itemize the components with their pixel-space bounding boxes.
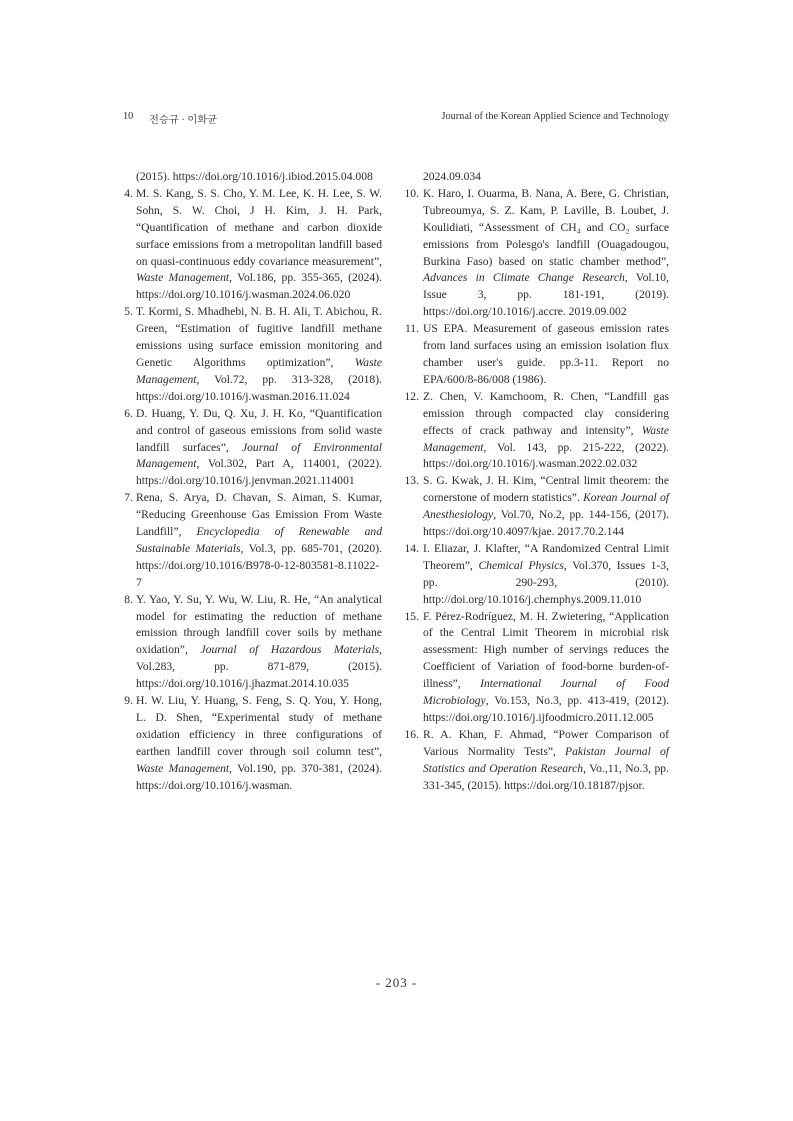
reference-details: , Vo.153, No.3, pp. 413-419, (2012). https://doi.org/10.1016/j.ijfoodmicro.2011.12.005: [423, 694, 669, 724]
reference-entry: [124, 490, 382, 591]
reference-source-title: Advances in Climate Change Research: [423, 271, 625, 285]
reference-text: I. Eliazar, J. Klafter, “A Randomized Central Limit Theorem”,: [423, 541, 669, 572]
reference-source-title: Journal of Hazardous Materials: [200, 643, 380, 657]
page-footer-number: - 203 -: [375, 975, 418, 990]
reference-text: (2015). https://doi.org/10.1016/j.ibiod.2015.04.008: [136, 170, 373, 183]
reference-text: Z. Chen, V. Kamchoom, R. Chen, “Landfill gas emission through compacted clay considering effects of crack pathway and intensity”,: [423, 389, 669, 437]
reference-number: 12.: [404, 389, 419, 403]
reference-text: Rena, S. Arya, D. Chavan, S. Aiman, S. Kumar, “Reducing Greenhouse Gas Emission From Waste Landfill”,: [136, 491, 382, 539]
reference-text: T. Kormi, S. Mhadhebi, N. B. H. Ali, T. Abichou, R. Green, “Estimation of fugitive landfill methane emissions using surface emission monitoring and Genetic Algorithms optimization”,: [136, 305, 382, 369]
reference-text: 2024.09.034: [423, 170, 481, 183]
reference-text: S. G. Kwak, J. H. Kim, “Central limit theorem: the cornerstone of modern statistics”.: [423, 474, 669, 505]
reference-entry: [124, 304, 382, 405]
reference-number: 7.: [124, 491, 133, 505]
reference-entry: [423, 169, 669, 186]
reference-details: , Vol.370, Issues 1-3, pp. 290-293, (2010). http://doi.org/10.1016/j.chemphys.2009.11.010: [423, 558, 669, 606]
reference-source-title: Waste Management: [136, 271, 230, 285]
reference-number: 5.: [124, 305, 133, 319]
reference-entry: [124, 693, 382, 794]
header-page-number: 10: [123, 111, 134, 122]
reference-text: M. S. Kang, S. S. Cho, Y. M. Lee, K. H. Lee, S. W. Sohn, S. W. Choi, J H. Kim, J. H. Park, “Quantification of methane and carbon dioxide surface emissions from a metropolitan landfill based on quasi-continuous eddy covariance measurement”,: [136, 186, 382, 268]
reference-entry: [124, 406, 383, 491]
reference-source-title: Korean Journal of Anesthesiology: [423, 491, 669, 522]
reference-text: Y. Yao, Y. Su, Y. Wu, W. Liu, R. He, “An analytical model for estimating the reduction of methane emission through landfill cover soils by methane oxidation”,: [136, 592, 382, 657]
reference-source-title: Waste Management: [136, 355, 382, 386]
reference-source-title: Waste Management: [136, 761, 230, 775]
reference-details: , Vol.10, Issue 3, pp. 181-191, (2019). https://doi.org/10.1016/j.accre. 2019.09.002: [423, 271, 669, 319]
reference-entry: [404, 541, 669, 609]
reference-source-title: International Journal of Food Microbiology: [423, 677, 670, 708]
reference-entry: [404, 609, 670, 727]
reference-details: , Vol.72, pp. 313-328, (2018). https://doi.org/10.1016/j.wasman.2016.11.024: [136, 372, 382, 403]
reference-entry: [404, 186, 669, 321]
reference-number: 10.: [404, 186, 419, 200]
reference-details: , Vol.3, pp. 685-701, (2020). https://doi.org/10.1016/B978-0-12-803581-8.11022-7: [136, 541, 382, 589]
reference-details: , Vol.190, pp. 370-381, (2024). https://doi.org/10.1016/j.wasman.: [136, 761, 382, 792]
reference-text: K. Haro, I. Ouarma, B. Nana, A. Bere, G. Christian, Tubreoumya, S. Z. Kam, P. Laville, B. Loubet, J. Koulidiati, “Assessment of CH₄ and CO₂ surface emissions from Polesgo's landfill (Ouagadougou, Burkina Faso) based on static chamber method”,: [423, 186, 669, 268]
reference-number: 11.: [404, 322, 419, 336]
reference-number: 6.: [124, 406, 133, 420]
reference-number: 13.: [404, 474, 419, 488]
reference-entry: [404, 389, 669, 474]
reference-entry: [124, 592, 382, 693]
reference-text: D. Huang, Y. Du, Q. Xu, J. H. Ko, “Quantification and control of gaseous emissions from solid waste landfill surfaces”,: [136, 406, 382, 454]
reference-text: F. Pérez-Rodríguez, M. H. Zwietering, “Application of the Central Limit Theorem in microbial risk assessment: High number of servings reduces the Coefficient of Variation of food-borne burden-of-illness”,: [423, 609, 669, 691]
header-authors: 전승규 · 이화균: [149, 115, 218, 126]
reference-text: R. A. Khan, F. Ahmad, “Power Comparison of Various Normality Tests”,: [423, 727, 669, 758]
reference-source-title: Pakistan Journal of Statistics and Operation Research: [423, 744, 669, 775]
reference-details: , Vol.186, pp. 355-365, (2024). https://doi.org/10.1016/j.wasman.2024.06.020: [136, 271, 382, 302]
reference-number: 4.: [124, 186, 133, 200]
reference-source-title: Encyclopedia of Renewable and Sustainable Materials: [136, 525, 382, 555]
reference-source-title: Journal of Environmental Management: [136, 440, 383, 471]
reference-details: , Vol.70, No.2, pp. 144-156, (2017). https://doi.org/10.4097/kjae. 2017.70.2.144: [423, 508, 669, 539]
reference-details: , Vol.302, Part A, 114001, (2022). https://doi.org/10.1016/j.jenvman.2021.114001: [136, 457, 382, 488]
reference-entry: [404, 321, 669, 389]
reference-number: 9.: [124, 694, 133, 708]
reference-details: , Vo.,11, No.3, pp. 331-345, (2015). https://doi.org/10.18187/pjsor.: [423, 761, 669, 792]
header-journal-title: Journal of the Korean Applied Science and Technology: [441, 111, 669, 122]
reference-source-title: Waste Management: [423, 423, 669, 454]
reference-number: 16.: [404, 727, 419, 741]
reference-number: 15.: [404, 609, 419, 623]
running-header: [123, 111, 669, 127]
reference-entry: [124, 186, 382, 304]
reference-source-title: Chemical Physics: [478, 558, 564, 572]
reference-details: , Vol. 143, pp. 215-222, (2022). https://doi.org/10.1016/j.wasman.2022.02.032: [423, 440, 669, 471]
reference-text: H. W. Liu, Y. Huang, S. Feng, S. Q. You, Y. Hong, L. D. Shen, “Experimental study of methane oxidation efficiency in three configurations of earthen landfill cover through soil column test”,: [136, 694, 382, 758]
reference-entry: [136, 169, 382, 186]
reference-entry: [404, 473, 669, 541]
reference-number: 8.: [124, 592, 133, 606]
right-reference-column: [404, 169, 670, 795]
reference-entry: [404, 727, 669, 795]
left-reference-column: [124, 169, 383, 795]
reference-text: US EPA. Measurement of gaseous emission rates from land surfaces using an emission isolation flux chamber user's guide. pp.3-11. Report no EPA/600/8-86/008 (1986).: [423, 322, 669, 386]
reference-number: 14.: [404, 541, 419, 555]
reference-details: , Vol.283, pp. 871-879, (2015). https://doi.org/10.1016/j.jhazmat.2014.10.035: [136, 643, 382, 691]
